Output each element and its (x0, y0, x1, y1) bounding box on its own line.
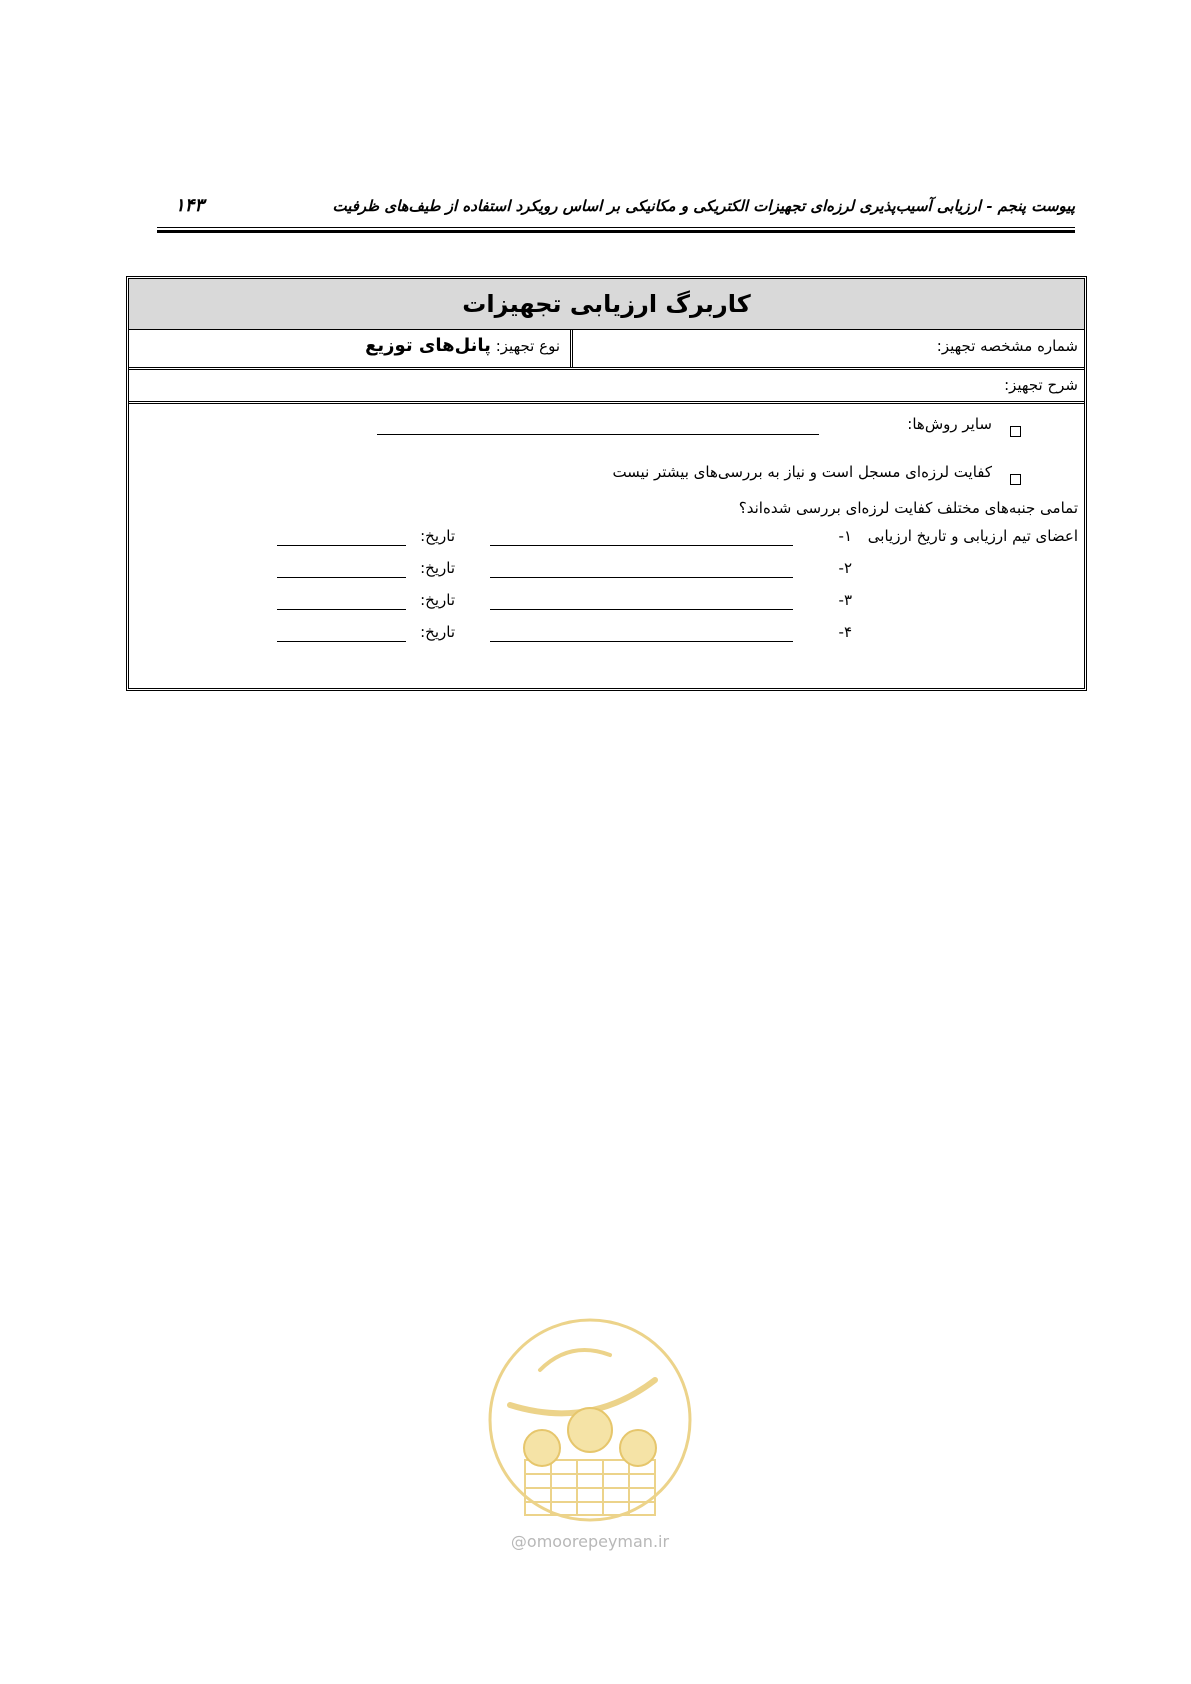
description-label: شرح تجهیز: (1004, 376, 1078, 394)
date-label: تاریخ: (420, 591, 455, 609)
other-methods-checkbox[interactable] (1010, 426, 1021, 437)
other-methods-label: سایر روش‌ها: (907, 415, 992, 433)
date-line[interactable] (277, 545, 406, 546)
member-name-line[interactable] (490, 545, 793, 546)
member-name-line[interactable] (490, 641, 793, 642)
member-number: ۱- (838, 527, 852, 545)
date-label: تاریخ: (420, 559, 455, 577)
equipment-id-label: شماره مشخصه تجهیز: (936, 337, 1078, 355)
member-number: ۳- (838, 591, 852, 609)
watermark-url: @omoorepeyman.ir (510, 1532, 670, 1551)
team-label: اعضای تیم ارزیابی و تاریخ ارزیابی (867, 527, 1078, 545)
evaluation-body (129, 407, 1084, 688)
date-label: تاریخ: (420, 623, 455, 641)
running-header (157, 193, 1075, 233)
equipment-evaluation-form (126, 276, 1087, 691)
form-title: کاربرگ ارزیابی تجهیزات (129, 279, 1084, 330)
date-line[interactable] (277, 641, 406, 642)
date-line[interactable] (277, 609, 406, 610)
watermark-logo (480, 1310, 700, 1570)
equipment-type-label: نوع تجهیز: (495, 337, 560, 355)
member-name-line[interactable] (490, 609, 793, 610)
aspects-question: تمامی جنبه‌های مختلف کفایت لرزه‌ای بررسی شده‌اند؟ (738, 499, 1078, 517)
member-number: ۲- (838, 559, 852, 577)
equipment-info-row (129, 330, 1084, 370)
adequacy-checkbox[interactable] (1010, 474, 1021, 485)
watermark-seal-icon (480, 1310, 700, 1530)
adequacy-label: کفایت لرزه‌ای مسجل است و نیاز به بررسی‌های بیشتر نیست (612, 463, 992, 481)
equipment-id-cell[interactable] (570, 330, 1084, 367)
other-methods-line[interactable] (377, 434, 819, 435)
date-label: تاریخ: (420, 527, 455, 545)
equipment-type-cell[interactable] (129, 330, 569, 367)
equipment-description-row[interactable] (129, 370, 1084, 404)
member-name-line[interactable] (490, 577, 793, 578)
date-line[interactable] (277, 577, 406, 578)
page-number: ۱۴۳ (175, 195, 205, 216)
header-rule (157, 227, 1075, 233)
member-number: ۴- (838, 623, 852, 641)
header-title: پیوست پنجم - ارزیابی آسیب‌پذیری لرزه‌ای تجهیزات الکتریکی و مکانیکی بر اساس رویکرد استفاده از طیف‌های ظرفیت (332, 197, 1075, 215)
equipment-type-value: پانل‌های توزیع (365, 335, 491, 356)
